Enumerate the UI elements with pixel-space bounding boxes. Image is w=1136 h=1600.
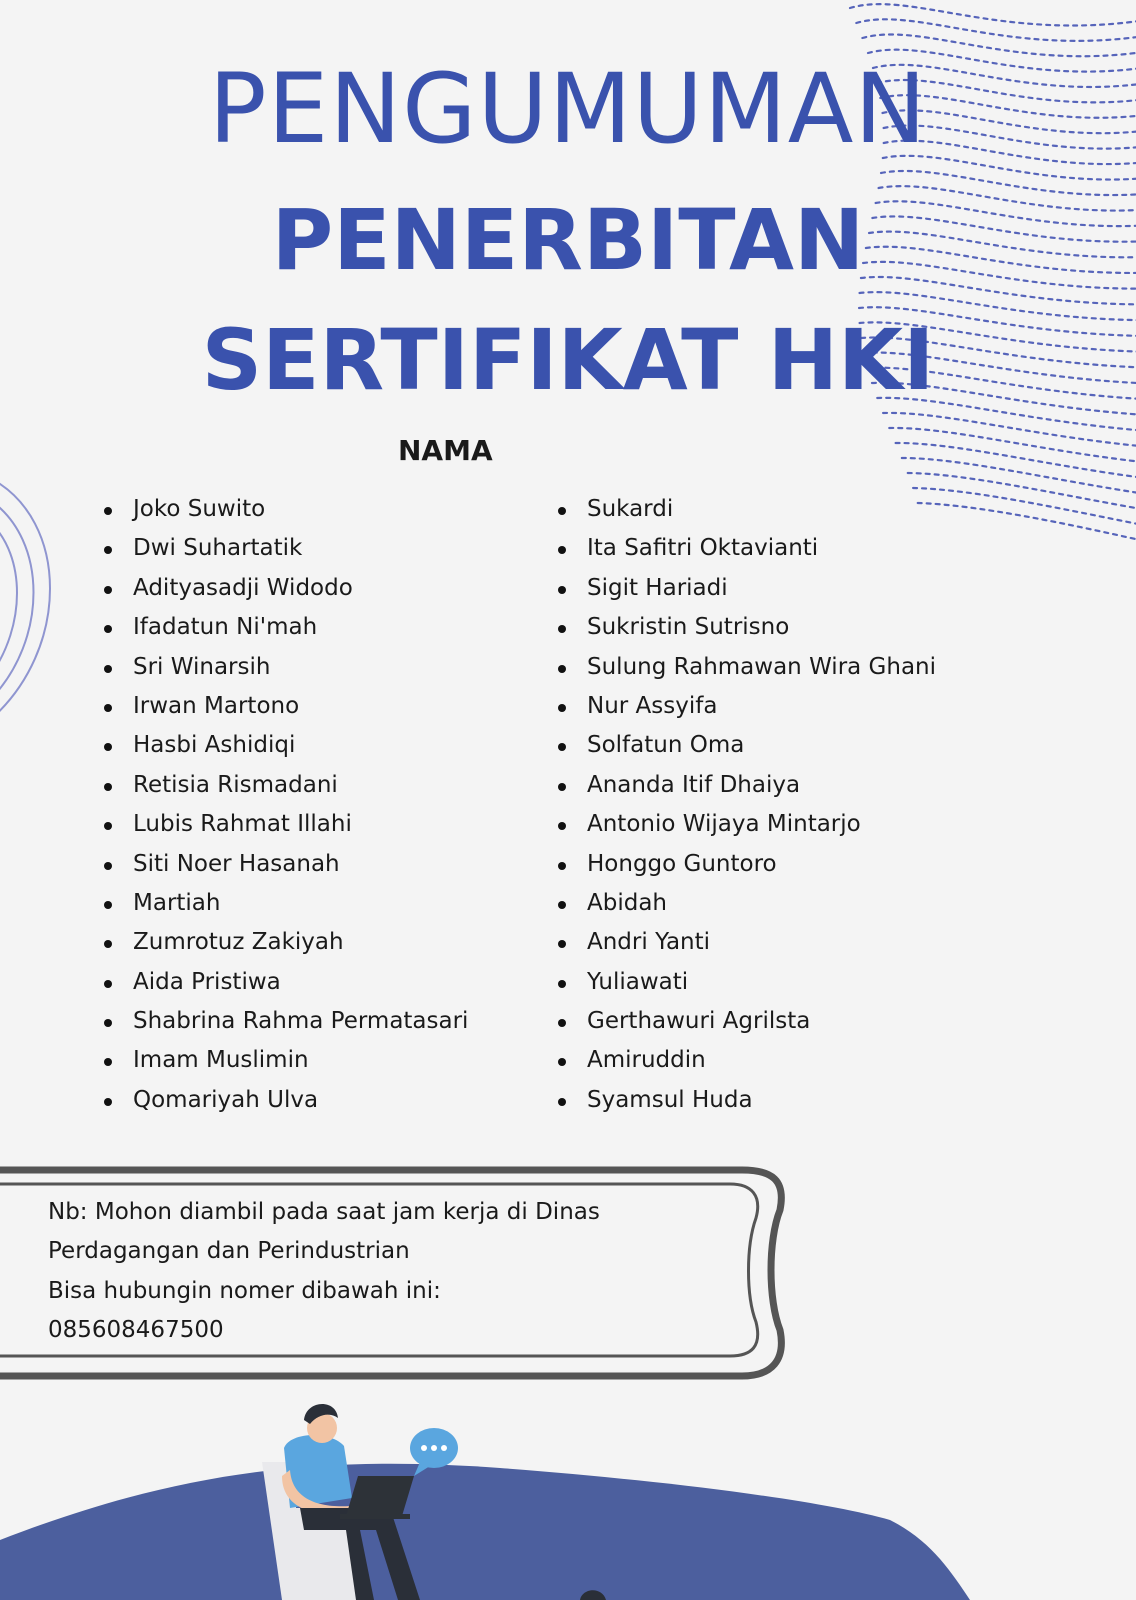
names-list-left [133,490,468,1120]
list-item: Nur Assyifa [587,687,936,726]
list-item: Yuliawati [587,963,936,1002]
list-item: Joko Suwito [133,490,468,529]
title-pengumuman: PENGUMUMAN [208,53,928,165]
list-item: Sulung Rahmawan Wira Ghani [587,648,936,687]
list-item: Honggo Guntoro [587,845,936,884]
list-item: Shabrina Rahma Permatasari [133,1002,468,1041]
list-item: Martiah [133,884,468,923]
list-item: Andri Yanti [587,923,936,962]
list-item: Solfatun Oma [587,726,936,765]
names-list-right [587,490,936,1120]
list-item: Lubis Rahmat Illahi [133,805,468,844]
note-line: Perdagangan dan Perindustrian [48,1238,410,1265]
list-item: Antonio Wijaya Mintarjo [587,805,936,844]
names-heading: NAMA [398,434,493,467]
list-item: Adityasadji Widodo [133,569,468,608]
list-item: Retisia Rismadani [133,766,468,805]
list-item: Ananda Itif Dhaiya [587,766,936,805]
note-line: Nb: Mohon diambil pada saat jam kerja di Dinas [48,1199,600,1225]
list-item: Syamsul Huda [587,1081,936,1120]
list-item: Ifadatun Ni'mah [133,608,468,647]
list-item: Amiruddin [587,1041,936,1080]
list-item: Siti Noer Hasanah [133,845,468,884]
list-item: Aida Pristiwa [133,963,468,1002]
title-sertifikat-hki: SERTIFIKAT HKI [201,311,935,409]
list-item: Irwan Martono [133,687,468,726]
list-item: Sigit Hariadi [587,569,936,608]
note-line: Bisa hubungin nomer dibawah ini: [48,1277,441,1304]
list-item: Abidah [587,884,936,923]
note-box [48,1193,600,1351]
list-item: Gerthawuri Agrilsta [587,1002,936,1041]
list-item: Ita Safitri Oktavianti [587,529,936,568]
list-item: Sukardi [587,490,936,529]
list-item: Imam Muslimin [133,1041,468,1080]
list-item: Sri Winarsih [133,648,468,687]
list-item: Qomariyah Ulva [133,1081,468,1120]
list-item: Zumrotuz Zakiyah [133,923,468,962]
list-item: Dwi Suhartatik [133,529,468,568]
list-item: Hasbi Ashidiqi [133,726,468,765]
list-item: Sukristin Sutrisno [587,608,936,647]
bottom-wave [0,1464,970,1600]
concentric-arcs [0,478,50,720]
title-penerbitan: PENERBITAN [271,191,865,289]
phone-number: 085608467500 [48,1317,224,1344]
